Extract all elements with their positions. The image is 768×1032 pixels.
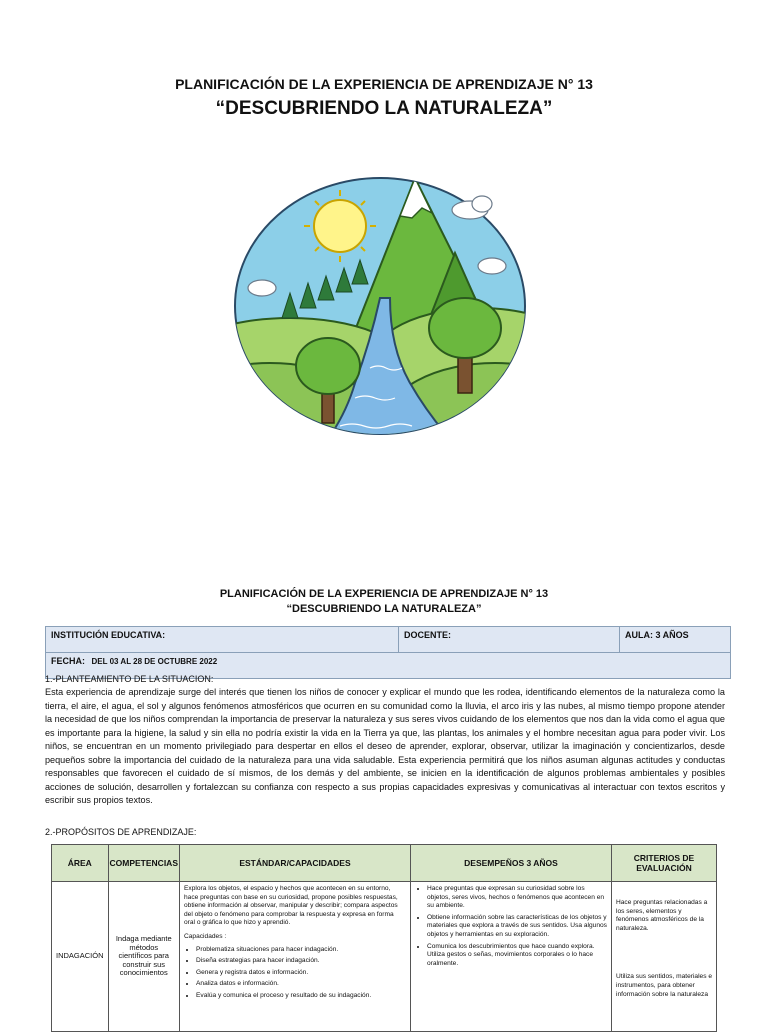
aula-cell: AULA: 3 AÑOS bbox=[620, 627, 731, 653]
list-item: • Obtiene información sobre las características de los objetos y materiales que explora a través de sus sentidos. Usa algunos objetos y herramientas en su exploración. bbox=[427, 914, 607, 940]
page-subtitle: “DESCUBRIENDO LA NATURALEZA” bbox=[215, 98, 553, 119]
list-item: • Diseña estrategias para hacer indagación. bbox=[196, 957, 406, 966]
list-item: • Hace preguntas que expresan su curiosidad sobre los objetos, seres vivos, hechos o fenómenos que acontecen en su ambiente. bbox=[427, 885, 607, 911]
list-item: • Analiza datos e información. bbox=[196, 980, 406, 989]
tree-right bbox=[429, 298, 501, 358]
propositos-table bbox=[51, 844, 717, 1032]
list-item: • Genera y registra datos e información. bbox=[196, 969, 406, 978]
desempenos-cell bbox=[411, 882, 612, 1032]
area-cell: INDAGACIÓN bbox=[52, 882, 109, 1032]
sun-icon bbox=[314, 200, 366, 252]
docente-cell: DOCENTE: bbox=[399, 627, 620, 653]
list-item: • Comunica los descubrimientos que hace cuando explora. Utiliza gestos o señas, movimientos corporales o lo hace oralmente. bbox=[427, 943, 607, 969]
col-header: ÁREA bbox=[52, 845, 109, 882]
col-header: ESTÁNDAR/CAPACIDADES bbox=[180, 845, 411, 882]
estandar-cell bbox=[180, 882, 411, 1032]
criterio-text: Hace preguntas relacionadas a los seres, elementos y fenómenos atmosféricos de la naturaleza. bbox=[616, 899, 708, 932]
criterios-cell bbox=[612, 882, 717, 1032]
fecha-value: DEL 03 AL 28 DE OCTUBRE 2022 bbox=[91, 657, 218, 666]
col-header: COMPETENCIAS bbox=[108, 845, 179, 882]
fecha-label: FECHA: bbox=[51, 656, 85, 666]
capacidades-label: Capacidades : bbox=[184, 932, 227, 940]
info-table bbox=[45, 626, 731, 679]
capacidades-list bbox=[184, 946, 406, 1001]
nature-landscape-illustration bbox=[230, 168, 530, 450]
competencia-cell: Indaga mediante métodos científicos para construir sus conocimientos bbox=[108, 882, 179, 1032]
section-subtitle: “DESCUBRIENDO LA NATURALEZA” bbox=[286, 603, 482, 615]
propositos-heading: 2.-PROPÓSITOS DE APRENDIZAJE: bbox=[45, 827, 197, 837]
desempenos-list bbox=[415, 885, 607, 968]
list-item: • Problematiza situaciones para hacer indagación. bbox=[196, 946, 406, 955]
tree-left bbox=[296, 338, 360, 394]
criterio-text: Utiliza sus sentidos, materiales e instrumentos, para obtener información sobre la naturaleza bbox=[616, 973, 713, 998]
situacion-heading: 1.-PLANTEAMIENTO DE LA SITUACION: bbox=[45, 674, 214, 684]
page-title: PLANIFICACIÓN DE LA EXPERIENCIA DE APRENDIZAJE N° 13 bbox=[175, 76, 593, 92]
list-item: • Evalúa y comunica el proceso y resultado de su indagación. bbox=[196, 992, 406, 1001]
section-title: PLANIFICACIÓN DE LA EXPERIENCIA DE APRENDIZAJE N° 13 bbox=[219, 588, 549, 600]
situacion-text: Esta experiencia de aprendizaje surge del interés que tienen los niños de conocer y explicar el mundo que les rodea, identificando elementos de la naturaleza como la tierra, el aire, el agua, el sol y algunos fenómenos atmosféricos que ocurren en su comunidad como la lluvia, el arco iris y las nubes, al mismo tiempo propone atender la necesidad de que los niños comprendan la importancia de preservar la naturaleza y sus seres vivos cuidando de los elementos que nos dan la vida como el agua que es importante para la higiene, la salud y sin ella no podría existir la vida en la Tierra ya que, las plantas, los animales y el hombre necesitan agua para poder vivir. Los niños, se encuentran en un momento privilegiado para despertar en ellos el deseo de aprender, explorar, observar, utilizar la imaginación y concientizarlos, desde pequeños sobre la importancia del cuidado de la naturaleza para una vida saludable. Esta experiencia permitirá que los niños asuman algunas actitudes y conductas responsables que favorecen el cuidado de sí mismos, de los demás y del ambiente, se inicien en la identificación de algunos problemas ambientales y posibles acciones de solución, desarrollen y fortalezcan su confianza con respecto a sus propias capacidades expresivas y comunicativas al interactuar con textos escritos y escribir sus propios textos. bbox=[45, 687, 725, 805]
col-header: CRITERIOS DE EVALUACIÓN bbox=[612, 845, 717, 882]
estandar-text: Explora los objetos, el espacio y hechos que acontecen en su entorno, hace preguntas con base en su curiosidad, propone posibles respuestas, obtiene información al observar, manipular y describir; compara aspectos del objeto o fenómeno para comprobar la respuesta y expresa en forma oral o gráfica lo que hizo y aprendió. bbox=[184, 885, 398, 927]
col-header: DESEMPEÑOS 3 AÑOS bbox=[411, 845, 612, 882]
institucion-cell: INSTITUCIÓN EDUCATIVA: bbox=[46, 627, 399, 653]
